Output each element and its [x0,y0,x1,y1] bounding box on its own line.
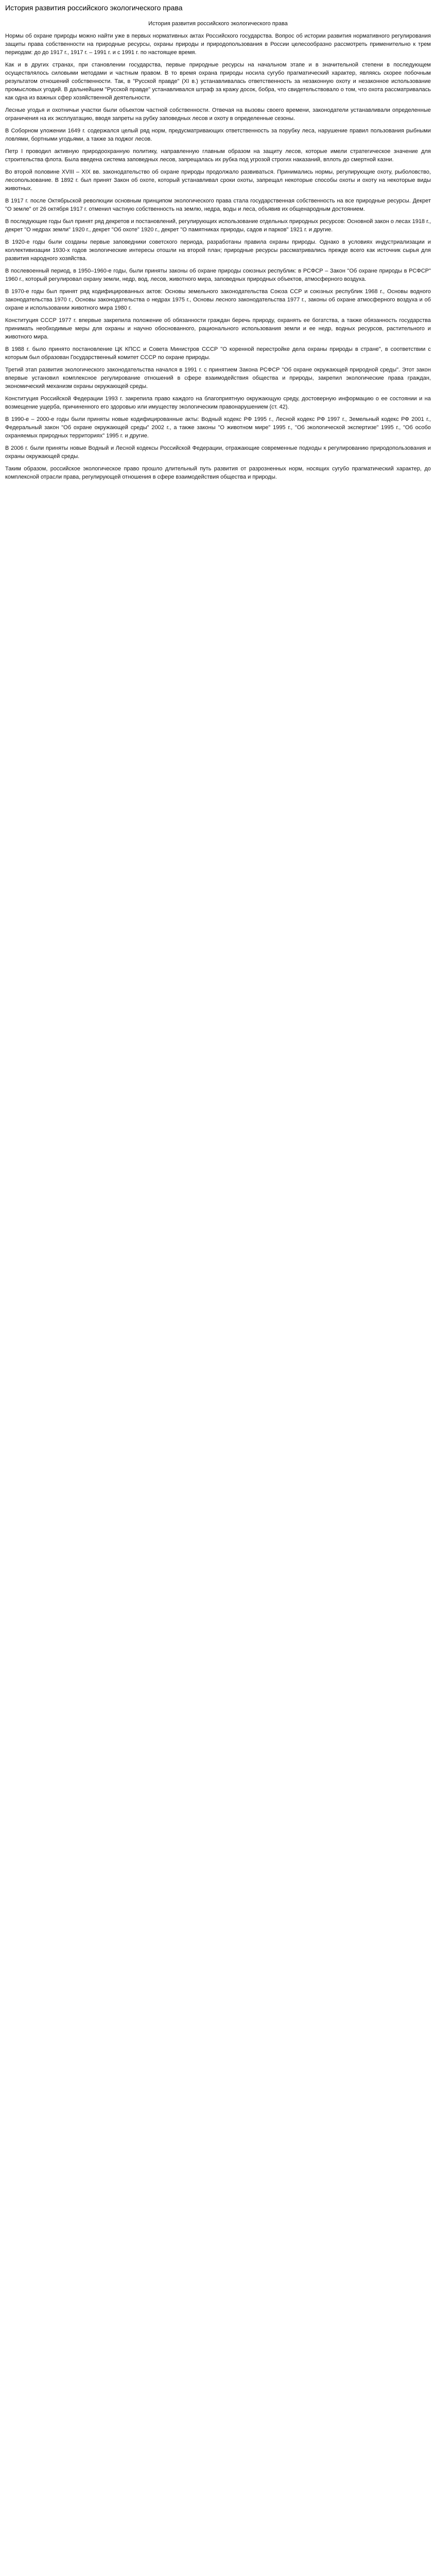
paragraph: Третий этап развития экологического законодательства начался в 1991 г. с принятием Закона РСФСР "Об охране окружающей природной среды". Этот закон впервые установил комплексное регулирование отношений в сфере взаимодействия общества и природы, закрепил экологические права граждан, экономический механизм охраны окружающей среды. [5,367,431,389]
paragraph: В 2006 г. были приняты новые Водный и Лесной кодексы Российской Федерации, отражающие современные подходы к регулированию природопользования и охраны окружающей среды. [5,445,431,460]
paragraph: Нормы об охране природы можно найти уже в первых нормативных актах Российского государства. Вопрос об истории развития нормативного регулирования защиты права собственности на природные ресурсы, охраны природы и природопользования в России целесообразно рассмотреть применительно к трем периодам: до до 1917 г., 1917 г. – 1991 г. и с 1991 г. по настоящее время. [5,33,431,56]
paragraph: В Соборном уложении 1649 г. содержался целый ряд норм, предусматривающих ответственность за порубку леса, нарушение правил пользования рыбными ловлями, бортными угодьями, а также за поджог лесов. [5,128,431,142]
paragraph: В 1917 г. после Октябрьской революции основным принципом экологического права стала государственная собственность на все природные ресурсы. Декрет "О земле" от 26 октября 1917 г. отменил частную собственность на землю, недра, воды и леса, объявив их общенародным достоянием. [5,198,431,212]
paragraph: Конституция СССР 1977 г. впервые закрепила положение об обязанности граждан беречь природу, охранять ее богатства, а также обязанность государства принимать необходимые меры для охраны и научно обоснованного, рационального использования земли и ее недр, водных ресурсов, растительного и животного мира. [5,317,431,340]
paragraph: В 1990-е – 2000-е годы были приняты новые кодифицированные акты: Водный кодекс РФ 1995 г., Лесной кодекс РФ 1997 г., Земельный кодекс РФ 2001 г., Федеральный закон "Об охране окружающей среды" 2002 г., а также законы "О животном мире" 1995 г., "Об экологической экспертизе" 1995 г., "Об особо охраняемых природных территориях" 1995 г. и другие. [5,416,431,439]
paragraph: В 1988 г. было принято постановление ЦК КПСС и Совета Министров СССР "О коренной перестройке дела охраны природы в стране", в соответствии с которым был образован Государственный комитет СССР по охране природы. [5,346,431,361]
paragraph: В 1970-е годы был принят ряд кодифицированных актов: Основы земельного законодательства Союза ССР и союзных республик 1968 г., Основы водного законодательства 1970 г., Основы законодательства о недрах 1975 г., Основы лесного законодательства 1977 г., законы об охране атмосферного воздуха и об охране и использовании животного мира 1980 г. [5,289,431,311]
paragraph: Таким образом, российское экологическое право прошло длительный путь развития от разрозненных норм, носящих сугубо прагматический характер, до комплексной отрасли права, регулирующей отношения в сфере взаимодействия общества и природы. [5,466,431,480]
paragraph: В последующие годы был принят ряд декретов и постановлений, регулирующих использование отдельных природных ресурсов: Основной закон о лесах 1918 г., декрет "О недрах земли" 1920 г., декрет "Об охоте" 1920 г., декрет "О памятниках природы, садов и парков" 1921 г. и другие. [5,218,431,233]
page-header-title: История развития российского экологического права [5,4,183,12]
document-heading: История развития российского экологического права [148,21,288,27]
paragraph: Как и в других странах, при становлении государства, первые природные ресурсы на начальном этапе и в значительной степени в последующем осуществлялось силовыми методами и частным правом. В то время охрана природы носила сугубо прагматический характер, являясь скорее побочным результатом отношений собственности. Так, в "Русской правде" (XI в.) устанавливалась ответственность за незаконную охоту и незаконное использование промысловых угодий. В дальнейшем "Русской правде" устанавливался штраф за кражу досок, бобра, что свидетельствовало о том, что охота рассматривалась как одна из важных сфер хозяйственной деятельности. [5,62,431,101]
blank-space [5,485,431,2576]
document-body [0,20,436,2576]
paragraph: Петр I проводил активную природоохранную политику, направленную главным образом на защиту лесов, которые имели стратегическое значение для строительства флота. Была введена система заповедных лесов, запрещалась их рубка под угрозой строгих наказаний, вплоть до смертной казни. [5,148,431,163]
paragraphs-container [5,32,431,481]
paragraph: В послевоенный период, в 1950–1960-е годы, были приняты законы об охране природы союзных республик: в РСФСР – Закон "Об охране природы в РСФСР" 1960 г., который регулировал охрану земли, недр, вод, лесов, животного мира, заповедных природных объектов, атмосферного воздуха. [5,268,431,282]
paragraph: Лесные угодья и охотничьи участки были объектом частной собственности. Отвечая на вызовы своего времени, законодатели устанавливали определенные ограничения на их эксплуатацию, вводя запреты на рубку заповедных лесов и охоту в определенные сезоны. [5,107,431,122]
paragraph: Конституция Российской Федерации 1993 г. закрепила право каждого на благоприятную окружающую среду, достоверную информацию о ее состоянии и на возмещение ущерба, причиненного его здоровью или имуществу экологическим правонарушением (ст. 42). [5,396,431,410]
paragraph: В 1920-е годы были созданы первые заповедники советского периода, разработаны правила охраны природы. Однако в условиях индустриализации и коллективизации 1930-х годов экологические интересы отошли на второй план; природные ресурсы рассматривались прежде всего как источник сырья для развития народного хозяйства. [5,239,431,262]
paragraph: Во второй половине XVIII – XIX вв. законодательство об охране природы продолжало развиваться. Принимались нормы, регулирующие охоту, рыболовство, лесопользование. В 1892 г. был принят Закон об охоте, который устанавливал сроки охоты, запрещал некоторые способы охоты и охоту на некоторые виды животных. [5,169,431,192]
